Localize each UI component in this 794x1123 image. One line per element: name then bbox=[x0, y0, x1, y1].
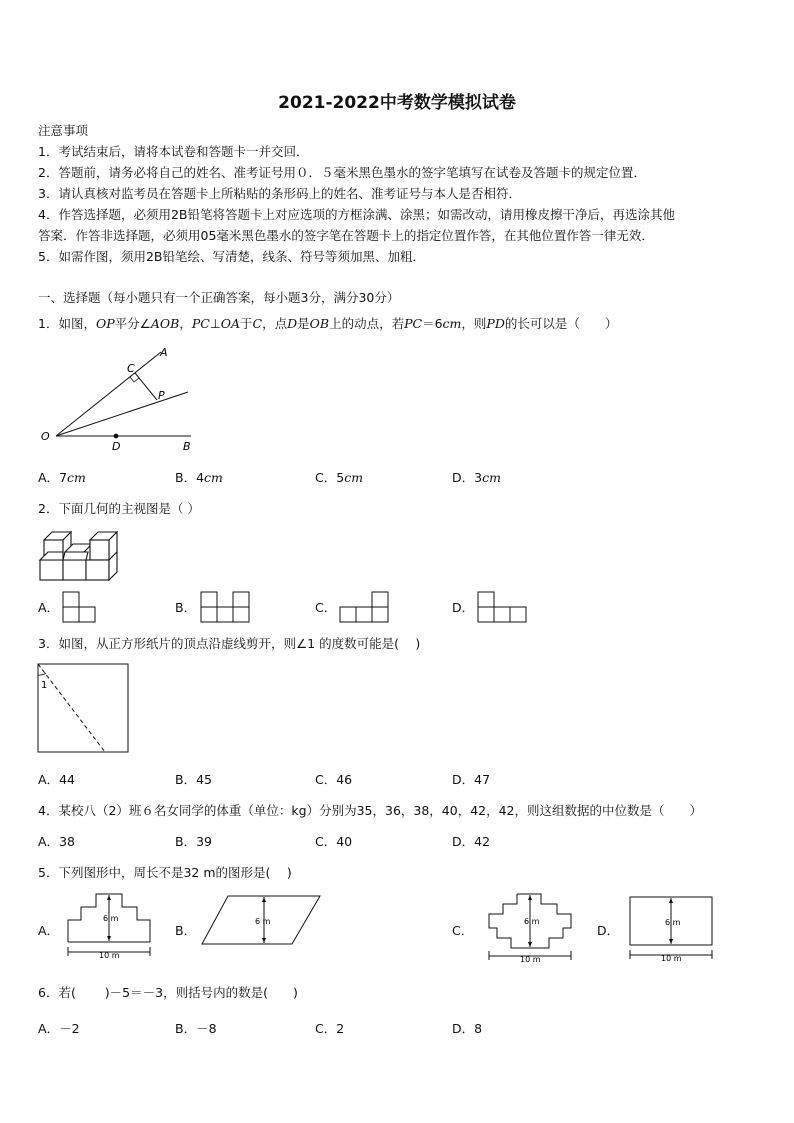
label-c: C bbox=[127, 362, 135, 375]
angle-1-label: 1 bbox=[41, 680, 48, 691]
question-2-stem: 2．下面几何的主视图是（ ） bbox=[38, 501, 200, 516]
option-b[interactable]: B．45 bbox=[175, 772, 212, 787]
notice-item: 3．请认真核对监考员在答题卡上所粘贴的条形码上的姓名、准考证号与本人是否相符． bbox=[38, 186, 521, 201]
width-label: 10 m bbox=[661, 954, 682, 963]
option-d[interactable]: D．47 bbox=[452, 772, 491, 787]
section-heading: 一、选择题（每小题只有一个正确答案，每小题3分，满分30分） bbox=[38, 290, 400, 305]
angle-bisector-figure bbox=[36, 342, 206, 454]
option-b[interactable]: B． bbox=[175, 600, 197, 615]
notice-item: 答案．作答非选择题，必须用05毫米黑色墨水的签字笔在答题卡上的指定位置作答，在其他位置作答一律无效． bbox=[38, 228, 654, 243]
option-a[interactable]: A． bbox=[38, 600, 60, 615]
cube-stack-figure bbox=[38, 526, 120, 584]
question-5-stem: 5．下列图形中，周长不是32 m的图形是( ) bbox=[38, 865, 292, 880]
option-c[interactable]: C．40 bbox=[315, 834, 353, 849]
notice-heading: 注意事项 bbox=[38, 123, 89, 138]
question-3-stem: 3．如图，从正方形纸片的顶点沿虚线剪开，则∠1 的度数可能是( ) bbox=[38, 636, 421, 651]
option-c[interactable]: C．2 bbox=[315, 1021, 345, 1036]
option-c[interactable]: C． bbox=[452, 923, 474, 938]
cross-shape-figure bbox=[487, 892, 577, 964]
label-b: B bbox=[183, 440, 191, 453]
option-c[interactable]: C．5cm bbox=[315, 470, 364, 485]
label-a: A bbox=[160, 346, 168, 359]
front-view-option-d bbox=[477, 591, 529, 625]
option-b[interactable]: B．4cm bbox=[175, 470, 223, 485]
question-4-stem: 4．某校八（2）班６名女同学的体重（单位：kg）分别为35，36，38，40，42，42，则这组数据的中位数是（ ） bbox=[38, 803, 703, 818]
notice-item: 1．考试结束后，请将本试卷和答题卡一并交回． bbox=[38, 144, 309, 159]
option-c[interactable]: C．46 bbox=[315, 772, 353, 787]
question-6-stem: 6．若( )－5＝－3，则括号内的数是( ) bbox=[38, 985, 298, 1000]
option-a[interactable]: A．44 bbox=[38, 772, 75, 787]
height-label: 6 m bbox=[255, 917, 271, 926]
option-b[interactable]: B．－8 bbox=[175, 1021, 217, 1036]
option-a[interactable]: A．38 bbox=[38, 834, 75, 849]
notice-item: 4．作答选择题，必须用2B铅笔将答题卡上对应选项的方框涂满、涂黑；如需改动，请用橡皮擦干净后，再选涂其他 bbox=[38, 207, 675, 222]
height-label: 6 m bbox=[524, 917, 540, 926]
notice-item: 5．如需作图，须用2B铅笔绘、写清楚，线条、符号等须加黑、加粗． bbox=[38, 249, 425, 264]
height-label: 6 m bbox=[665, 918, 681, 927]
parallelogram-figure bbox=[200, 894, 324, 954]
height-label: 6 m bbox=[103, 914, 119, 923]
option-d[interactable]: D．8 bbox=[452, 1021, 483, 1036]
option-b[interactable]: B． bbox=[175, 923, 197, 938]
front-view-option-a bbox=[62, 591, 98, 625]
stepped-shape-figure bbox=[66, 892, 158, 962]
label-d: D bbox=[112, 440, 121, 453]
option-d[interactable]: D．3cm bbox=[452, 470, 501, 485]
question-1-stem: 1．如图，OP平分∠AOB，PC⊥OA于C，点D是OB上的动点，若PC＝6cm，则PD的长可以是（ ） bbox=[38, 316, 618, 331]
option-a[interactable]: A．－2 bbox=[38, 1021, 80, 1036]
front-view-option-b bbox=[200, 591, 252, 625]
option-b[interactable]: B．39 bbox=[175, 834, 212, 849]
option-d[interactable]: D．42 bbox=[452, 834, 491, 849]
rectangle-figure bbox=[628, 895, 718, 965]
option-a[interactable]: A．7cm bbox=[38, 470, 86, 485]
width-label: 10 m bbox=[520, 955, 541, 964]
front-view-option-c bbox=[339, 591, 391, 625]
width-label: 10 m bbox=[99, 951, 120, 960]
option-c[interactable]: C． bbox=[315, 600, 337, 615]
option-d[interactable]: D． bbox=[452, 600, 475, 615]
page-title: 2021-2022中考数学模拟试卷 bbox=[278, 93, 516, 113]
label-o: O bbox=[41, 430, 50, 443]
label-p: P bbox=[158, 389, 165, 402]
option-a[interactable]: A． bbox=[38, 923, 60, 938]
square-paper-figure bbox=[37, 663, 131, 755]
notice-item: 2．答题前，请务必将自己的姓名、准考证号用０．５毫米黑色墨水的签字笔填写在试卷及答题卡的规定位置． bbox=[38, 165, 646, 180]
option-d[interactable]: D． bbox=[597, 923, 620, 938]
